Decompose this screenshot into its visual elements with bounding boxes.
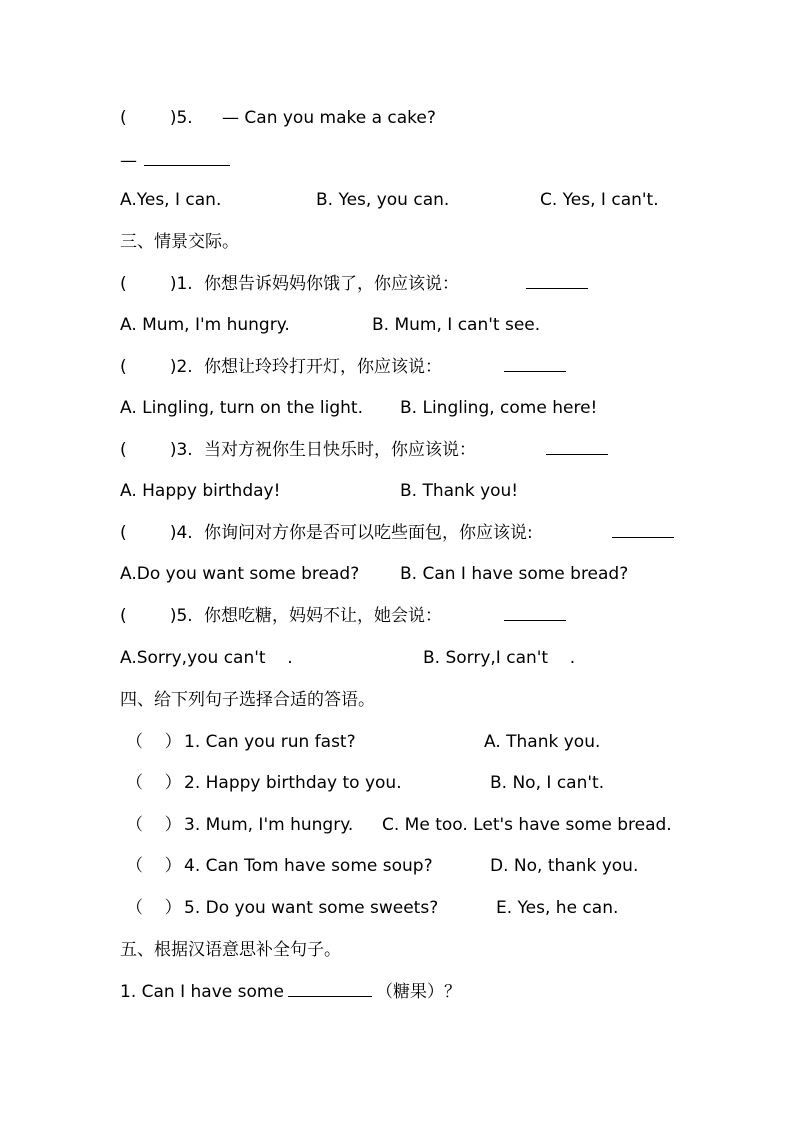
answer-paren[interactable]: （ ） — [126, 898, 182, 918]
question-text: 1. Can I have some — [120, 982, 284, 1002]
section3-q5 — [120, 602, 442, 630]
answer-blank[interactable] — [504, 602, 566, 621]
question-text: 你想吃糖，妈妈不让，她会说： — [204, 606, 442, 626]
answer-paren[interactable]: （ ） — [126, 815, 182, 835]
question-text: 5. Do you want some sweets? — [184, 898, 439, 918]
answer-blank[interactable] — [612, 519, 674, 538]
answer-blank[interactable] — [546, 436, 608, 455]
option-a: A.Yes, I can. — [120, 190, 222, 210]
answer-paren: ( )5. — [120, 108, 193, 128]
option-c: C. Yes, I can't. — [540, 190, 659, 210]
answer-blank[interactable] — [144, 147, 230, 166]
section4-row-2 — [120, 769, 605, 797]
question-text: — Can you make a cake? — [222, 108, 436, 128]
question-text: 当对方祝你生日快乐时，你应该说： — [204, 440, 476, 460]
answer-paren[interactable]: （ ） — [126, 732, 182, 752]
hint-text: （糖果）？ — [376, 982, 461, 1002]
answer-paren[interactable]: （ ） — [126, 856, 182, 876]
section4-title: 四、给下列句子选择合适的答语。 — [120, 690, 375, 710]
option-b: B. Thank you! — [400, 481, 519, 501]
answer-blank[interactable] — [504, 353, 566, 372]
answer-paren[interactable]: （ ） — [126, 773, 182, 793]
section3-q3 — [120, 436, 476, 464]
question-text: 3. Mum, I'm hungry. — [184, 815, 354, 835]
answer-paren: ( )4. — [120, 523, 193, 543]
section3-q4-options — [120, 560, 629, 588]
question-text: 2. Happy birthday to you. — [184, 773, 402, 793]
section3-q1 — [120, 270, 459, 298]
answer-choice: C. Me too. Let's have some bread. — [382, 815, 672, 835]
question-text: 你想让玲玲打开灯，你应该说： — [204, 357, 442, 377]
answer-choice: B. No, I can't. — [490, 773, 605, 793]
section3-q2 — [120, 353, 442, 381]
section3-title: 三、情景交际。 — [120, 232, 239, 252]
option-a: A.Do you want some bread? — [120, 564, 360, 584]
question-text: 4. Can Tom have some soup? — [184, 856, 433, 876]
option-b: B. Can I have some bread? — [400, 564, 629, 584]
question-text: 1. Can you run fast? — [184, 732, 356, 752]
answer-dash: — — [120, 151, 137, 171]
answer-paren: ( )1. — [120, 274, 193, 294]
question-text: 你想告诉妈妈你饿了，你应该说： — [204, 274, 459, 294]
answer-blank[interactable] — [288, 978, 372, 997]
option-b: B. Mum, I can't see. — [372, 315, 541, 335]
option-a: A.Sorry,you can't . — [120, 648, 293, 668]
answer-paren: ( )5. — [120, 606, 193, 626]
option-a: A. Lingling, turn on the light. — [120, 398, 363, 418]
answer-choice: E. Yes, he can. — [496, 898, 619, 918]
section3-q4 — [120, 519, 533, 547]
question-text: 你询问对方你是否可以吃些面包，你应该说: — [204, 523, 533, 543]
section3-q1-options — [120, 311, 541, 339]
section3-q3-options — [120, 477, 519, 505]
section2-q5-answer-line — [120, 147, 137, 175]
option-b: B. Lingling, come here! — [400, 398, 598, 418]
answer-paren: ( )3. — [120, 440, 193, 460]
section3-q5-options — [120, 644, 576, 672]
section5-q1 — [120, 978, 461, 1006]
answer-blank[interactable] — [526, 270, 588, 289]
answer-paren: ( )2. — [120, 357, 193, 377]
section4-row-4 — [120, 852, 639, 880]
answer-choice: D. No, thank you. — [490, 856, 639, 876]
section2-q5-options — [120, 186, 659, 214]
answer-choice: A. Thank you. — [484, 732, 601, 752]
section5-title: 五、根据汉语意思补全句子。 — [120, 940, 341, 960]
section4-row-3 — [120, 811, 672, 839]
option-b: B. Yes, you can. — [316, 190, 450, 210]
section2-q5-question-line — [120, 104, 436, 132]
section4-row-5 — [120, 894, 619, 922]
option-a: A. Happy birthday! — [120, 481, 281, 501]
section4-row-1 — [120, 728, 601, 756]
option-a: A. Mum, I'm hungry. — [120, 315, 290, 335]
section3-q2-options — [120, 394, 598, 422]
option-b: B. Sorry,I can't . — [423, 648, 576, 668]
